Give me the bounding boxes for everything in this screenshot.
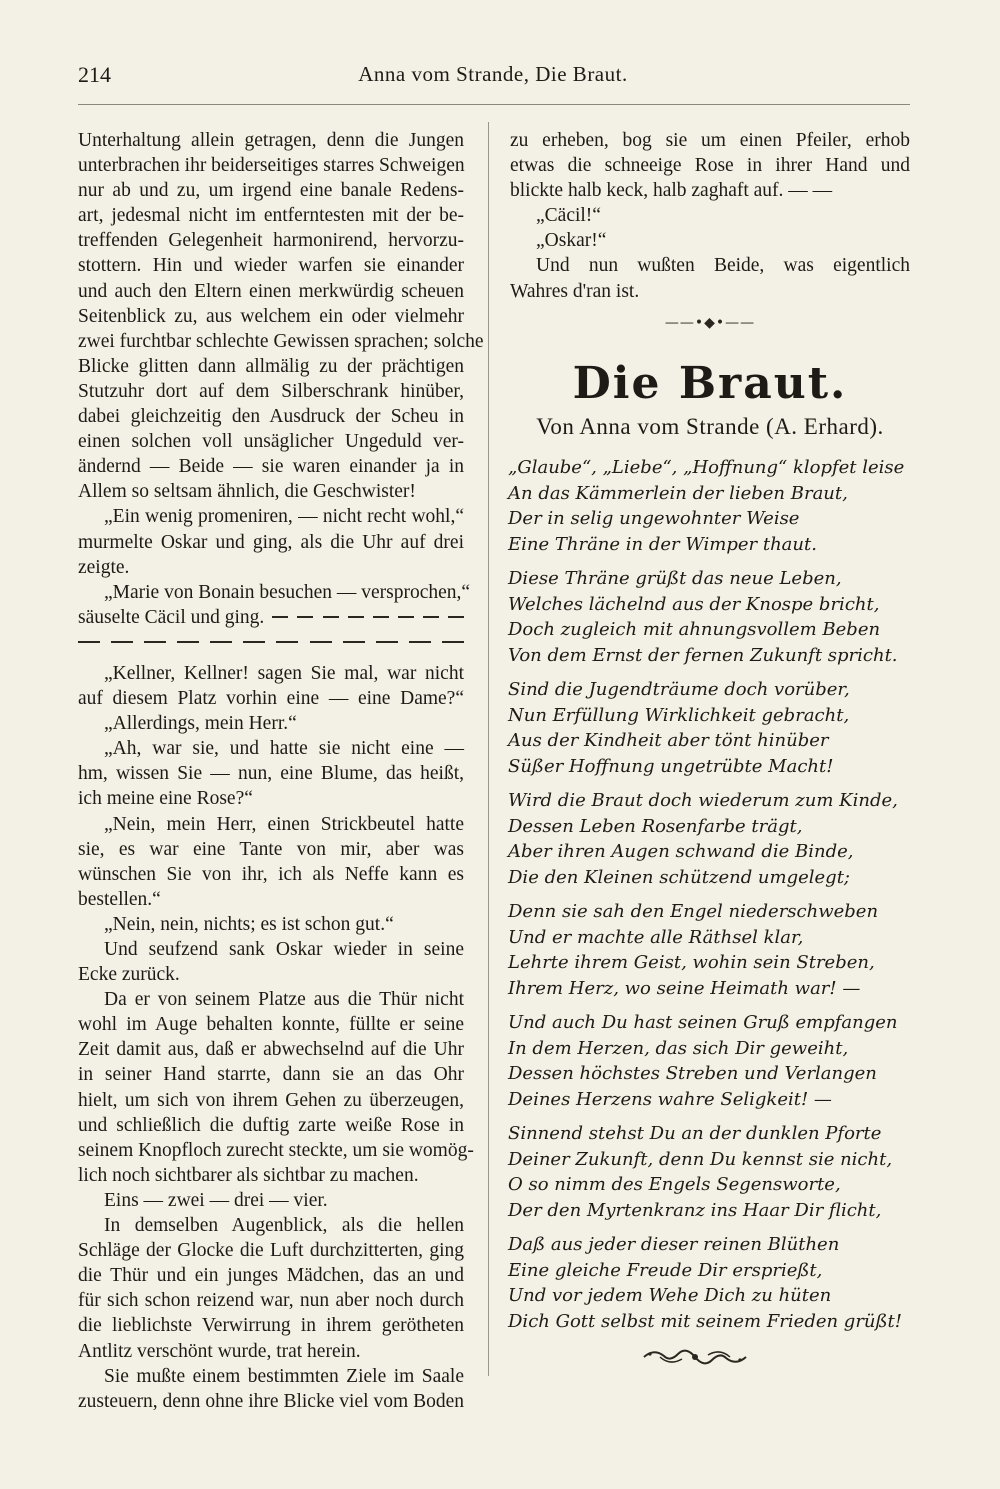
poem-line: Und auch Du hast seinen Gruß empfangen <box>508 1012 898 1033</box>
text-line: „Cäcil!“ <box>536 205 601 227</box>
poem-line: Doch zugleich mit ahnungsvollem Beben <box>508 619 881 640</box>
poem-line: Denn sie sah den Engel niederschweben <box>508 901 879 922</box>
poem-line: Nun Erfüllung Wirklichkeit gebracht, <box>508 704 850 726</box>
text-line: wohl im Auge behalten konnte, füllte er seine <box>78 1014 464 1036</box>
poem-line: Die den Kleinen schützend umgelegt; <box>508 866 850 888</box>
text-line: Schläge der Glocke die Luft durchzitterten, ging <box>78 1240 464 1262</box>
text-line: zu erheben, bog sie um einen Pfeiler, erhob <box>510 130 910 151</box>
text-line-text: säuselte Cäcil und ging. <box>78 606 265 628</box>
page-number: 214 <box>78 62 111 87</box>
poem-line: O so nimm des Engels Segensworte, <box>508 1174 841 1195</box>
text-line: blickte halb keck, halb zaghaft auf. — — <box>510 180 833 202</box>
text-line: „Ein wenig promeniren, — nicht recht wohl,“ <box>104 506 464 528</box>
poem-line: Deines Herzens wahre Seligkeit! — <box>508 1088 832 1110</box>
text-line: Zeit damit aus, daß er abwechselnd auf die Uhr <box>78 1039 464 1061</box>
poem-line: Dessen Leben Rosenfarbe trägt, <box>508 815 803 837</box>
text-line: „Kellner, Kellner! sagen Sie mal, war nicht <box>104 662 464 684</box>
end-ornament-icon <box>640 1342 750 1372</box>
text-line: ändernd — Beide — sie waren einander ja in <box>78 456 464 478</box>
text-line: „Oskar!“ <box>536 230 607 252</box>
text-line: lich noch sichtbarer als sichtbar zu machen. <box>78 1164 419 1186</box>
section-break-dashes <box>78 630 464 655</box>
section-divider-ornament: ——•◆•—— <box>664 315 756 331</box>
poem-line: Deiner Zukunft, denn Du kennst sie nicht, <box>508 1148 893 1170</box>
poem-line: Lehrte ihrem Geist, wohin sein Streben, <box>508 952 875 973</box>
text-line: seinem Knopfloch zurecht steckte, um sie womög- <box>78 1139 474 1161</box>
poem-line: Welches lächelnd aus der Knospe bricht, <box>508 593 880 615</box>
text-line: Ecke zurück. <box>78 964 180 986</box>
text-line: die Thür und ein junges Mädchen, das an und <box>78 1265 464 1287</box>
text-line: zusteuern, denn ohne ihre Blicke viel vom Boden <box>78 1390 464 1412</box>
text-line: etwas die schneeige Rose in ihrer Hand und <box>510 155 910 177</box>
poem-line: Aus der Kindheit aber tönt hinüber <box>508 730 829 751</box>
text-line: auf diesem Platz vorhin eine — eine Dame?“ <box>78 688 464 710</box>
text-line: treffenden Gelegenheit harmonirend, hervorzu- <box>78 230 464 252</box>
text-line: zeigte. <box>78 556 130 578</box>
text-line: Unterhaltung allein getragen, denn die Jungen <box>78 130 464 151</box>
text-line: die lieblichste Verwirrung in ihrem gerötheten <box>78 1315 464 1337</box>
poem-line: Und vor jedem Wehe Dich zu hüten <box>508 1285 832 1306</box>
text-line: ich meine eine Rose?“ <box>78 788 253 810</box>
text-line: dabei gleichzeitig den Ausdruck der Scheu in <box>78 406 464 428</box>
poem-line: Diese Thräne grüßt das neue Leben, <box>508 568 842 589</box>
poem-line: Süßer Hoffnung ungetrübte Macht! <box>508 755 834 777</box>
text-line: Seitenblick zu, aus welchem ein oder vielmehr <box>78 305 464 327</box>
poem-line: Wird die Braut doch wiederum zum Kinde, <box>508 790 898 811</box>
poem-stanza <box>508 566 908 668</box>
text-line: Und nun wußten Beide, was eigentlich <box>536 255 910 277</box>
text-line: bestellen.“ <box>78 888 161 910</box>
text-line: „Ah, war sie, und hatte sie nicht eine — <box>104 738 464 760</box>
poem-line: Aber ihren Augen schwand die Binde, <box>508 841 854 862</box>
text-line: Wahres d'ran ist. <box>510 280 640 302</box>
text-line: art, jedesmal nicht im entferntesten mit der be- <box>78 205 464 227</box>
text-line: sie, es war eine Tante von mir, aber was <box>78 838 464 860</box>
poem-line: Sinnend stehst Du an der dunklen Pforte <box>508 1123 882 1144</box>
text-line: wünschen Sie von ihr, ich als Neffe kann es <box>78 863 464 885</box>
poem-line: Dich Gott selbst mit seinem Frieden grüßt! <box>508 1310 903 1332</box>
poem-stanza <box>508 677 908 779</box>
text-line: murmelte Oskar und ging, als die Uhr auf drei <box>78 531 464 553</box>
running-title: Anna vom Strande, Die Braut. <box>358 62 628 86</box>
text-line: „Marie von Bonain besuchen — versprochen,“ <box>104 581 471 603</box>
poem-stanza <box>508 899 908 1001</box>
text-line: zwei furchtbar schlechte Gewissen sprachen; solche <box>78 330 484 352</box>
text-line: einen solchen voll unsäglicher Ungeduld ver- <box>78 431 464 453</box>
text-line: hielt, um sich von ihrem Gehen zu überzeugen, <box>78 1089 464 1111</box>
poem-line: Von dem Ernst der fernen Zukunft spricht. <box>508 644 898 666</box>
poem-line: In dem Herzen, das sich Dir geweiht, <box>508 1037 849 1059</box>
poem-line: Dessen höchstes Streben und Verlangen <box>508 1063 877 1084</box>
text-line: Und seufzend sank Oskar wieder in seine <box>104 939 464 960</box>
poem-line: Ihrem Herz, wo seine Heimath war! — <box>508 977 861 999</box>
text-line: „Allerdings, mein Herr.“ <box>104 713 297 735</box>
text-line: Eins — zwei — drei — vier. <box>104 1189 328 1211</box>
text-line: Da er von seinem Platze aus die Thür nicht <box>104 989 464 1011</box>
text-line: Sie mußte einem bestimmten Ziele im Saale <box>104 1365 464 1387</box>
text-line: Antlitz verschönt wurde, trat herein. <box>78 1340 361 1362</box>
poem-line: Und er machte alle Räthsel klar, <box>508 926 804 948</box>
page-header <box>78 60 908 94</box>
poem-stanza <box>508 1232 908 1334</box>
header-rule <box>78 104 910 105</box>
poem-line: Der in selig ungewohnter Weise <box>508 508 800 529</box>
poem-line: Sind die Jugendträume doch vorüber, <box>508 679 850 700</box>
text-line: Stutzuhr dort auf dem Silberschrank hinüber, <box>78 380 464 402</box>
poem-line: Eine gleiche Freude Dir ersprießt, <box>508 1259 823 1281</box>
poem-stanza <box>508 1121 908 1223</box>
poem-stanza <box>508 788 908 890</box>
text-line: in seiner Hand starrte, dann sie an das Ohr <box>78 1064 464 1086</box>
poem-line: Eine Thräne in der Wimper thaut. <box>508 533 817 555</box>
text-line: hm, wissen Sie — nun, eine Blume, das heißt, <box>78 763 464 785</box>
text-line <box>78 605 464 630</box>
text-line: „Nein, mein Herr, einen Strickbeutel hatte <box>104 813 464 835</box>
poem-stanza <box>508 1010 908 1112</box>
left-column <box>78 128 484 1414</box>
poem-line: An das Kämmerlein der lieben Braut, <box>508 482 848 504</box>
right-column-prose <box>510 128 910 304</box>
text-line: In demselben Augenblick, als die hellen <box>104 1215 464 1237</box>
text-line: Blicke glitten dann allmälig zu der prächtigen <box>78 355 464 377</box>
poem-line: Daß aus jeder dieser reinen Blüthen <box>508 1234 840 1255</box>
dash-fill <box>272 616 464 618</box>
text-line: stottern. Hin und wieder warfen sie einander <box>78 255 464 277</box>
text-line: Allem so seltsam ähnlich, die Geschwister! <box>78 481 416 503</box>
column-divider <box>488 122 489 1376</box>
poem-line: „Glaube“, „Liebe“, „Hoffnung“ klopfet leise <box>508 457 905 478</box>
poem-author: Von Anna vom Strande (A. Erhard). <box>536 414 884 439</box>
poem-title: Die Braut. <box>572 358 848 409</box>
text-line: nur ab und zu, um irgend eine banale Redens- <box>78 180 464 202</box>
text-line: und schließlich die duftig zarte weiße Rose in <box>78 1114 464 1136</box>
text-line: unterbrachen ihr beiderseitiges starres Schweigen <box>78 155 465 177</box>
poem-line: Der den Myrtenkranz ins Haar Dir flicht, <box>508 1199 882 1221</box>
text-line: und auch den Eltern einen merkwürdig scheuen <box>78 280 464 302</box>
text-line: „Nein, nein, nichts; es ist schon gut.“ <box>104 913 394 935</box>
text-line: für sich schon reizend war, nun aber noch durch <box>78 1290 464 1312</box>
poem-stanza <box>508 455 908 557</box>
